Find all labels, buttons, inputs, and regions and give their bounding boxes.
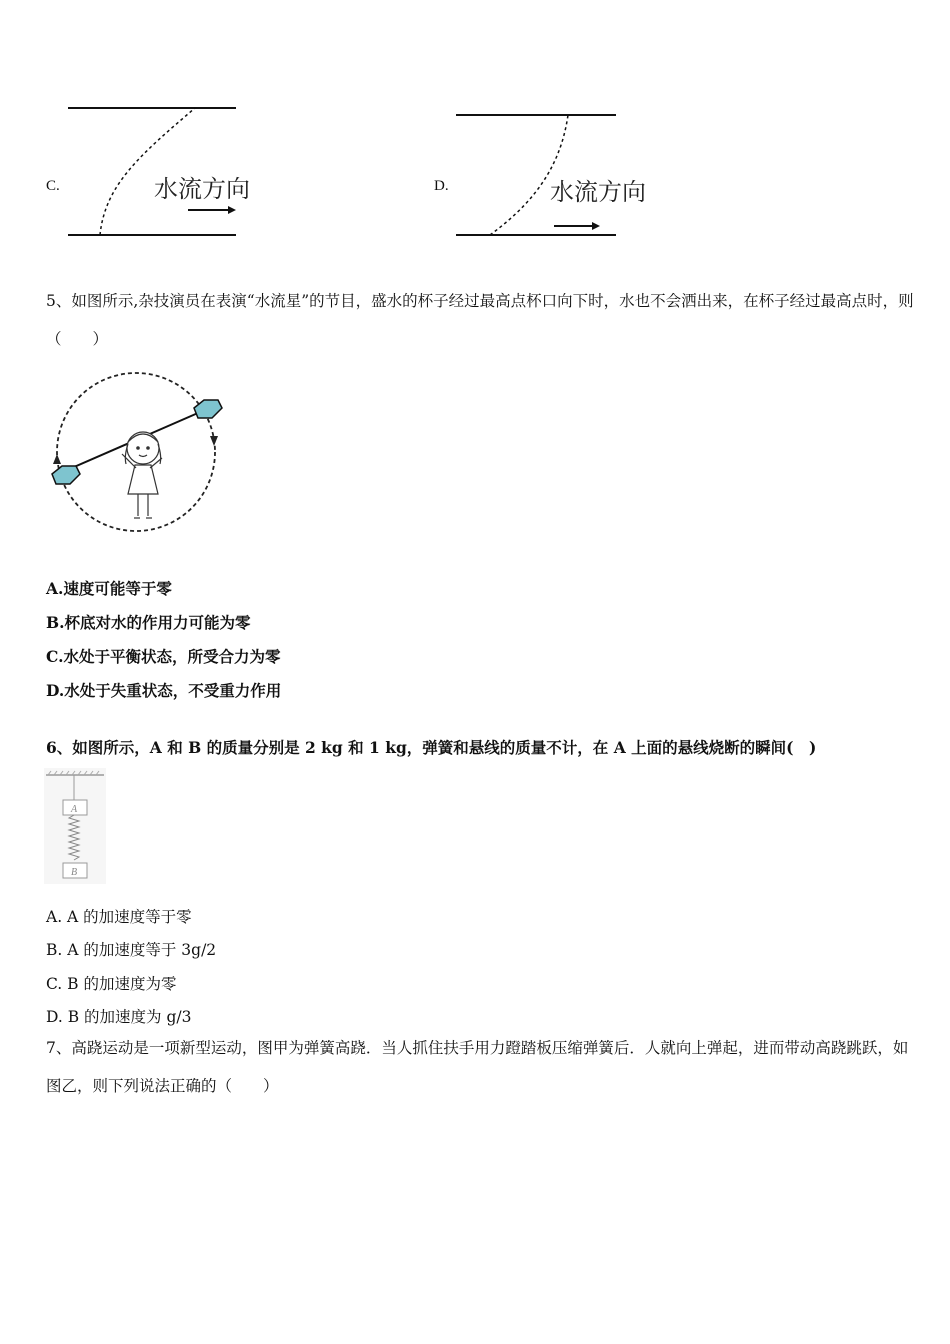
cup-bottom-left-icon bbox=[52, 466, 80, 484]
flow-direction-label: 水流方向 bbox=[550, 180, 646, 206]
flow-arrow-icon bbox=[188, 206, 236, 214]
flow-direction-label: 水流方向 bbox=[154, 177, 250, 203]
option-d-letter: D. bbox=[434, 178, 449, 194]
performer-girl-icon bbox=[122, 432, 162, 518]
q6-option-d[interactable]: D. B 的加速度为 g/3 bbox=[46, 1008, 192, 1026]
q6-option-a[interactable]: A. A 的加速度等于零 bbox=[46, 908, 192, 926]
flow-arrow-icon bbox=[554, 222, 600, 230]
q5-option-c[interactable] bbox=[46, 645, 280, 667]
crossing-path bbox=[490, 115, 568, 235]
crossing-path bbox=[100, 108, 195, 235]
arrow-up-icon bbox=[53, 454, 61, 464]
q6-option-c[interactable]: C. B 的加速度为零 bbox=[46, 975, 177, 993]
question-6-stem: 6、如图所示，A 和 B 的质量分别是 2 kg 和 1 kg，弹簧和悬线的质量不计，在 A 上面的悬线烧断的瞬间( ) bbox=[46, 738, 817, 757]
q5-option-a-text: A.速度可能等于零 bbox=[46, 579, 172, 598]
block-a-label: A bbox=[71, 804, 78, 815]
q5-option-b[interactable] bbox=[46, 611, 251, 633]
water-meteor-figure bbox=[48, 368, 223, 536]
question-7-stem: 7、高跷运动是一项新型运动，图甲为弹簧高跷．当人抓住扶手用力蹬踏板压缩弹簧后．人就向上弹起，进而带动高跷跳跃，如图乙，则下列说法正确的（ ） bbox=[46, 1039, 909, 1095]
arrow-down-icon bbox=[210, 436, 218, 446]
river-diagram-c bbox=[60, 95, 250, 245]
q5-option-d-text: D.水处于失重状态，不受重力作用 bbox=[46, 681, 282, 700]
q5-option-d[interactable] bbox=[46, 679, 281, 701]
q5-option-c-text: C.水处于平衡状态，所受合力为零 bbox=[46, 647, 281, 666]
q5-option-b-text: B.杯底对水的作用力可能为零 bbox=[46, 613, 251, 632]
question-5-stem: 5、如图所示,杂技演员在表演“水流星”的节目，盛水的杯子经过最高点杯口向下时，水也不会洒出来，在杯子经过最高点时，则（ ） bbox=[46, 292, 914, 348]
q5-option-a[interactable] bbox=[46, 577, 172, 599]
q6-option-b[interactable]: B. A 的加速度等于 3g/2 bbox=[46, 941, 217, 959]
spring-blocks-figure bbox=[44, 768, 106, 884]
river-diagram-d bbox=[448, 102, 646, 247]
block-b-label: B bbox=[71, 867, 78, 878]
option-c-letter: C. bbox=[46, 178, 60, 194]
